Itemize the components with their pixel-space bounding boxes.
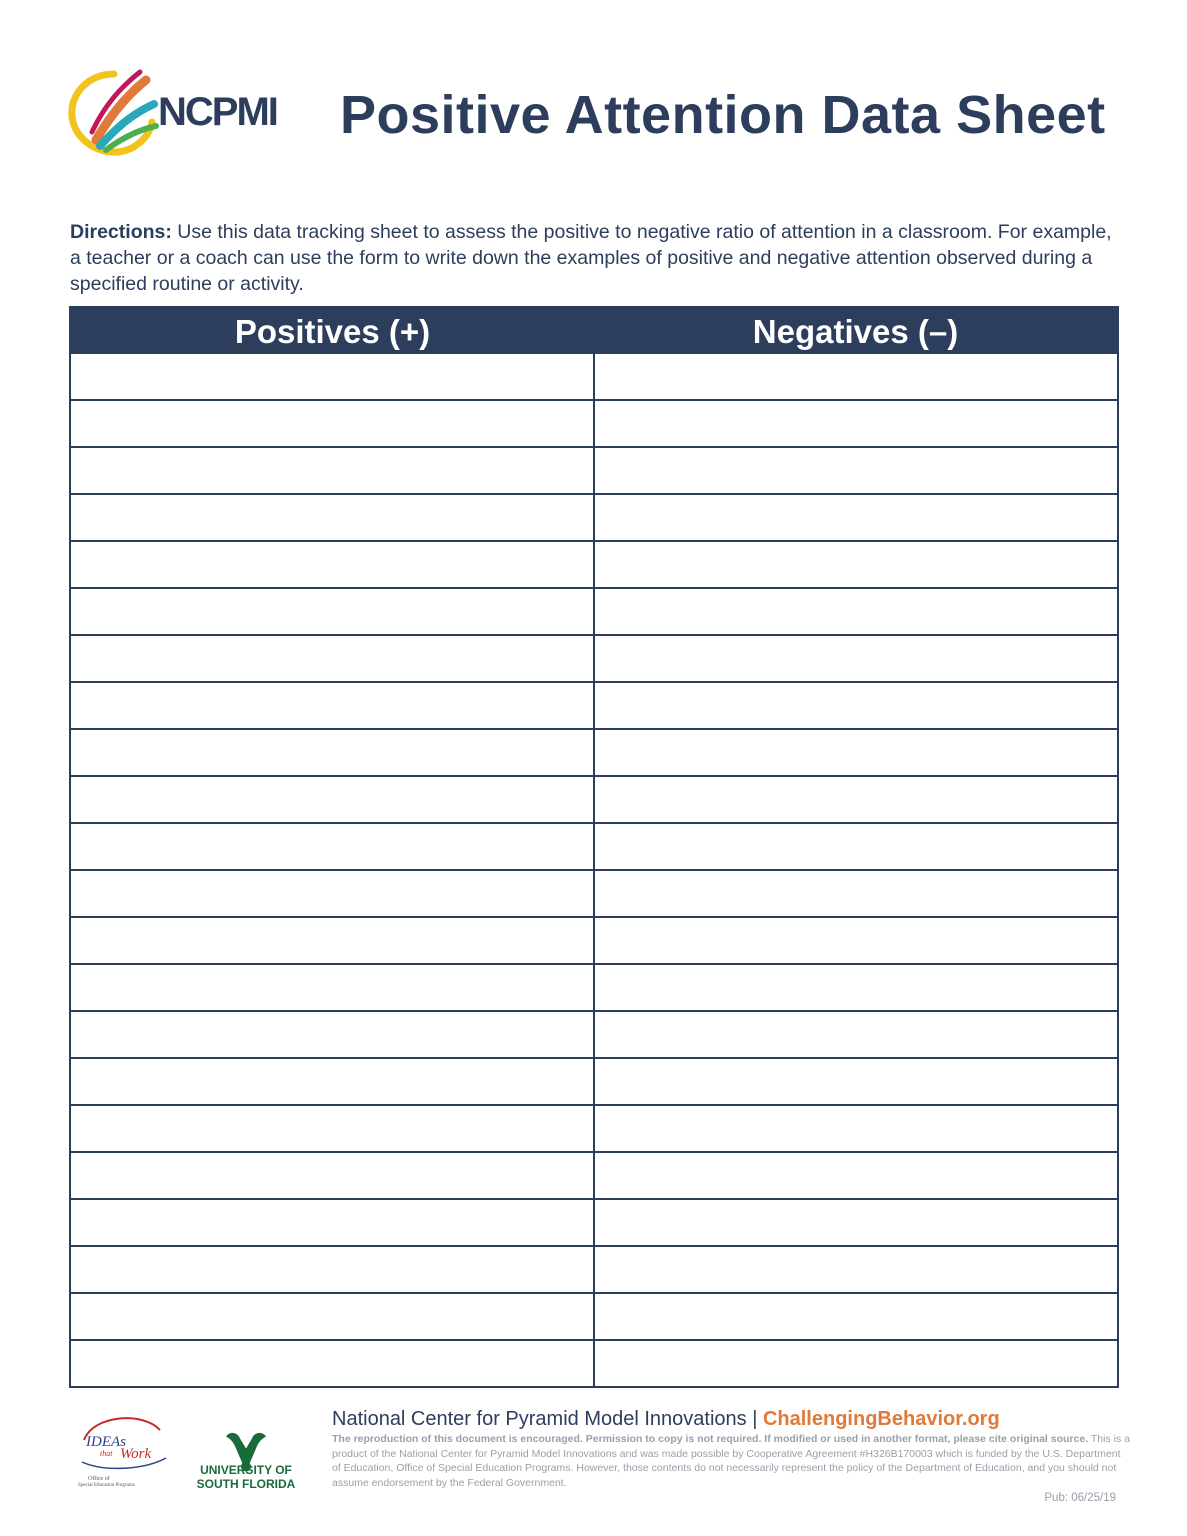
positive-cell[interactable] [71, 636, 593, 681]
positive-cell[interactable] [71, 824, 593, 869]
negative-cell[interactable] [593, 542, 1117, 587]
ideas-that-work-logo-icon [74, 1410, 174, 1490]
usf-wordmark [196, 1463, 296, 1491]
legal-notice [332, 1432, 1132, 1490]
legal-bold: The reproduction of this document is encouraged. Permission to copy is not required. If modified or used in another format, please cite original source. [332, 1433, 1089, 1445]
legal-text: This is a product of the National Center for Pyramid Model Innovations and was made possible by Cooperative Agreement #H326B170003 which is funded by the U.S. Department of Education, Office of Special Education Programs. However, those contents do not necessarily represent the policy of the Department of Education, and you should not assume endorsement by the Federal Government. [332, 1433, 1130, 1489]
positive-cell[interactable] [71, 1341, 593, 1386]
negative-cell[interactable] [593, 871, 1117, 916]
directions [70, 219, 1120, 297]
table-row [71, 540, 1117, 587]
table-row [71, 493, 1117, 540]
table-row [71, 634, 1117, 681]
table-row [71, 963, 1117, 1010]
table-row [71, 1339, 1117, 1386]
column-header-negatives: Negatives (–) [752, 313, 959, 350]
positive-cell[interactable] [71, 683, 593, 728]
table-header [71, 308, 1117, 354]
negative-cell[interactable] [593, 1106, 1117, 1151]
negative-cell[interactable] [593, 1012, 1117, 1057]
website-link[interactable]: ChallengingBehavior.org [762, 1408, 1000, 1430]
positive-cell[interactable] [71, 1012, 593, 1057]
positive-cell[interactable] [71, 1200, 593, 1245]
table-row [71, 1245, 1117, 1292]
positive-cell[interactable] [71, 1153, 593, 1198]
negative-cell[interactable] [593, 1247, 1117, 1292]
positive-cell[interactable] [71, 1106, 593, 1151]
table-row [71, 1292, 1117, 1339]
table-row [71, 354, 1117, 399]
positive-cell[interactable] [71, 448, 593, 493]
positive-cell[interactable] [71, 730, 593, 775]
page-footer [66, 1405, 1130, 1515]
negative-cell[interactable] [593, 730, 1117, 775]
negative-cell[interactable] [593, 1341, 1117, 1386]
table-row [71, 1057, 1117, 1104]
positive-cell[interactable] [71, 542, 593, 587]
negative-cell[interactable] [593, 448, 1117, 493]
positive-cell[interactable] [71, 401, 593, 446]
table-row [71, 728, 1117, 775]
directions-label: Directions: [70, 221, 172, 243]
org-name: National Center for Pyramid Model Innovations [332, 1408, 747, 1430]
negative-cell[interactable] [593, 401, 1117, 446]
usf-line2: SOUTH FLORIDA [196, 1477, 296, 1491]
negative-cell[interactable] [593, 636, 1117, 681]
table-row [71, 869, 1117, 916]
table-row [71, 681, 1117, 728]
positive-cell[interactable] [71, 1294, 593, 1339]
ncpmi-logo-icon [66, 66, 162, 158]
positive-cell[interactable] [71, 918, 593, 963]
negative-cell[interactable] [593, 777, 1117, 822]
directions-text: Use this data tracking sheet to assess the positive to negative ratio of attention in a classroom. For example, a teacher or a coach can use the form to write down the examples of positive and negative attention observed during a specified routine or activity. [70, 221, 1112, 295]
svg-text:Office of: Office of [88, 1476, 110, 1482]
negative-cell[interactable] [593, 1294, 1117, 1339]
table-rows [71, 354, 1117, 1386]
positive-cell[interactable] [71, 965, 593, 1010]
negative-cell[interactable] [593, 1059, 1117, 1104]
negative-cell[interactable] [593, 918, 1117, 963]
page-header [66, 62, 1126, 162]
table-row [71, 1198, 1117, 1245]
negative-cell[interactable] [593, 495, 1117, 540]
org-separator: | [746, 1408, 763, 1430]
org-line [332, 1408, 1000, 1431]
positive-cell[interactable] [71, 871, 593, 916]
svg-text:IDEAs: IDEAs [86, 1434, 126, 1450]
positive-cell[interactable] [71, 1247, 593, 1292]
negative-cell[interactable] [593, 1153, 1117, 1198]
negative-cell[interactable] [593, 824, 1117, 869]
negative-cell[interactable] [593, 965, 1117, 1010]
svg-text:that: that [100, 1449, 113, 1458]
table-row [71, 399, 1117, 446]
svg-text:Work: Work [120, 1446, 152, 1462]
svg-text:Special Education Programs: Special Education Programs [78, 1483, 135, 1488]
usf-line1: UNIVERSITY OF [200, 1463, 292, 1477]
column-header-positives: Positives (+) [234, 313, 431, 350]
page-title: Positive Attention Data Sheet [340, 85, 1106, 145]
table-row [71, 916, 1117, 963]
negative-cell[interactable] [593, 354, 1117, 399]
table-row [71, 1151, 1117, 1198]
positive-cell[interactable] [71, 589, 593, 634]
negative-cell[interactable] [593, 683, 1117, 728]
positive-cell[interactable] [71, 777, 593, 822]
logo-text: NCPMI [158, 90, 277, 134]
positive-cell[interactable] [71, 495, 593, 540]
table-row [71, 1104, 1117, 1151]
negative-cell[interactable] [593, 1200, 1117, 1245]
table-row [71, 775, 1117, 822]
data-table [69, 306, 1119, 1388]
publication-date: Pub: 06/25/19 [1044, 1492, 1116, 1504]
positive-cell[interactable] [71, 354, 593, 399]
negative-cell[interactable] [593, 589, 1117, 634]
table-row [71, 446, 1117, 493]
table-row [71, 1010, 1117, 1057]
table-row [71, 587, 1117, 634]
positive-cell[interactable] [71, 1059, 593, 1104]
table-row [71, 822, 1117, 869]
